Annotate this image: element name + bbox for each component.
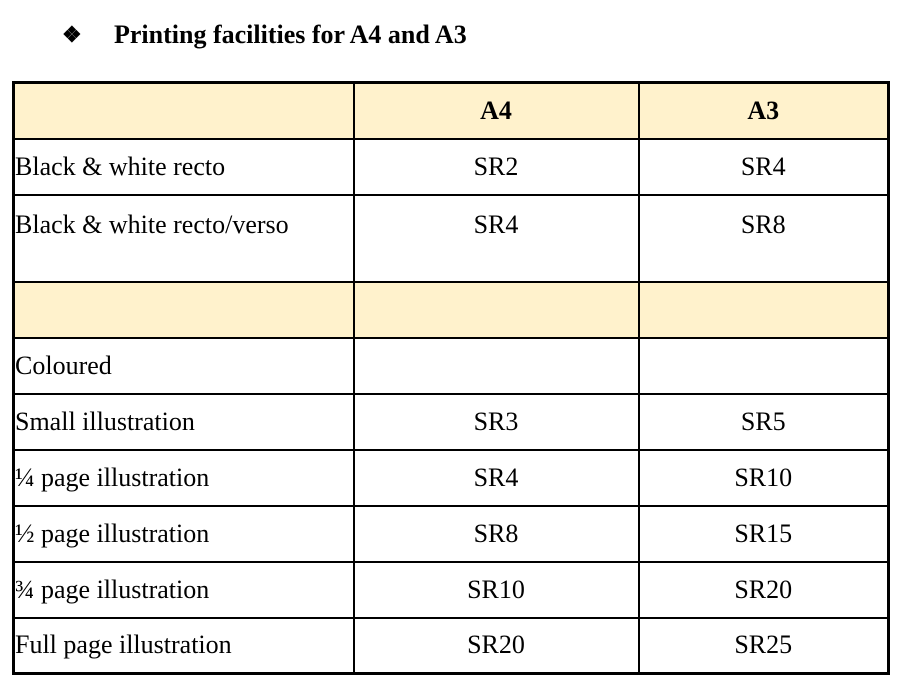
table-row bbox=[14, 618, 889, 674]
table-row bbox=[14, 139, 889, 195]
table-row bbox=[14, 450, 889, 506]
price-a3: SR5 bbox=[639, 394, 889, 450]
printing-price-table bbox=[12, 81, 890, 675]
table-header-row bbox=[14, 83, 889, 139]
price-a3: SR20 bbox=[639, 562, 889, 618]
table-separator-row bbox=[14, 282, 889, 338]
price-a4: SR20 bbox=[354, 618, 639, 674]
header-cell-a4: A4 bbox=[354, 83, 639, 139]
price-a3: SR15 bbox=[639, 506, 889, 562]
diamond-dots-bullet-icon: ❖ bbox=[62, 22, 82, 47]
section-title: Printing facilities for A4 and A3 bbox=[114, 20, 467, 49]
row-label: ¾ page illustration bbox=[14, 562, 354, 618]
price-a4: SR3 bbox=[354, 394, 639, 450]
separator-cell bbox=[14, 282, 354, 338]
separator-cell bbox=[639, 282, 889, 338]
header-cell-a3: A3 bbox=[639, 83, 889, 139]
price-a4 bbox=[354, 338, 639, 394]
price-a3 bbox=[639, 338, 889, 394]
price-a3: SR10 bbox=[639, 450, 889, 506]
header-cell-empty bbox=[14, 83, 354, 139]
section-heading bbox=[62, 18, 467, 52]
price-a3: SR8 bbox=[639, 195, 889, 282]
price-a4: SR8 bbox=[354, 506, 639, 562]
separator-cell bbox=[354, 282, 639, 338]
table-row bbox=[14, 195, 889, 282]
row-label: Black & white recto bbox=[14, 139, 354, 195]
row-label: Black & white recto/verso bbox=[14, 195, 354, 282]
row-label: ½ page illustration bbox=[14, 506, 354, 562]
table-row bbox=[14, 506, 889, 562]
price-a4: SR2 bbox=[354, 139, 639, 195]
table-row bbox=[14, 338, 889, 394]
row-label: Coloured bbox=[14, 338, 354, 394]
table-row bbox=[14, 562, 889, 618]
price-a4: SR4 bbox=[354, 450, 639, 506]
row-label: Full page illustration bbox=[14, 618, 354, 674]
price-a4: SR10 bbox=[354, 562, 639, 618]
price-a3: SR4 bbox=[639, 139, 889, 195]
price-a4: SR4 bbox=[354, 195, 639, 282]
price-a3: SR25 bbox=[639, 618, 889, 674]
row-label: ¼ page illustration bbox=[14, 450, 354, 506]
table-row bbox=[14, 394, 889, 450]
row-label: Small illustration bbox=[14, 394, 354, 450]
